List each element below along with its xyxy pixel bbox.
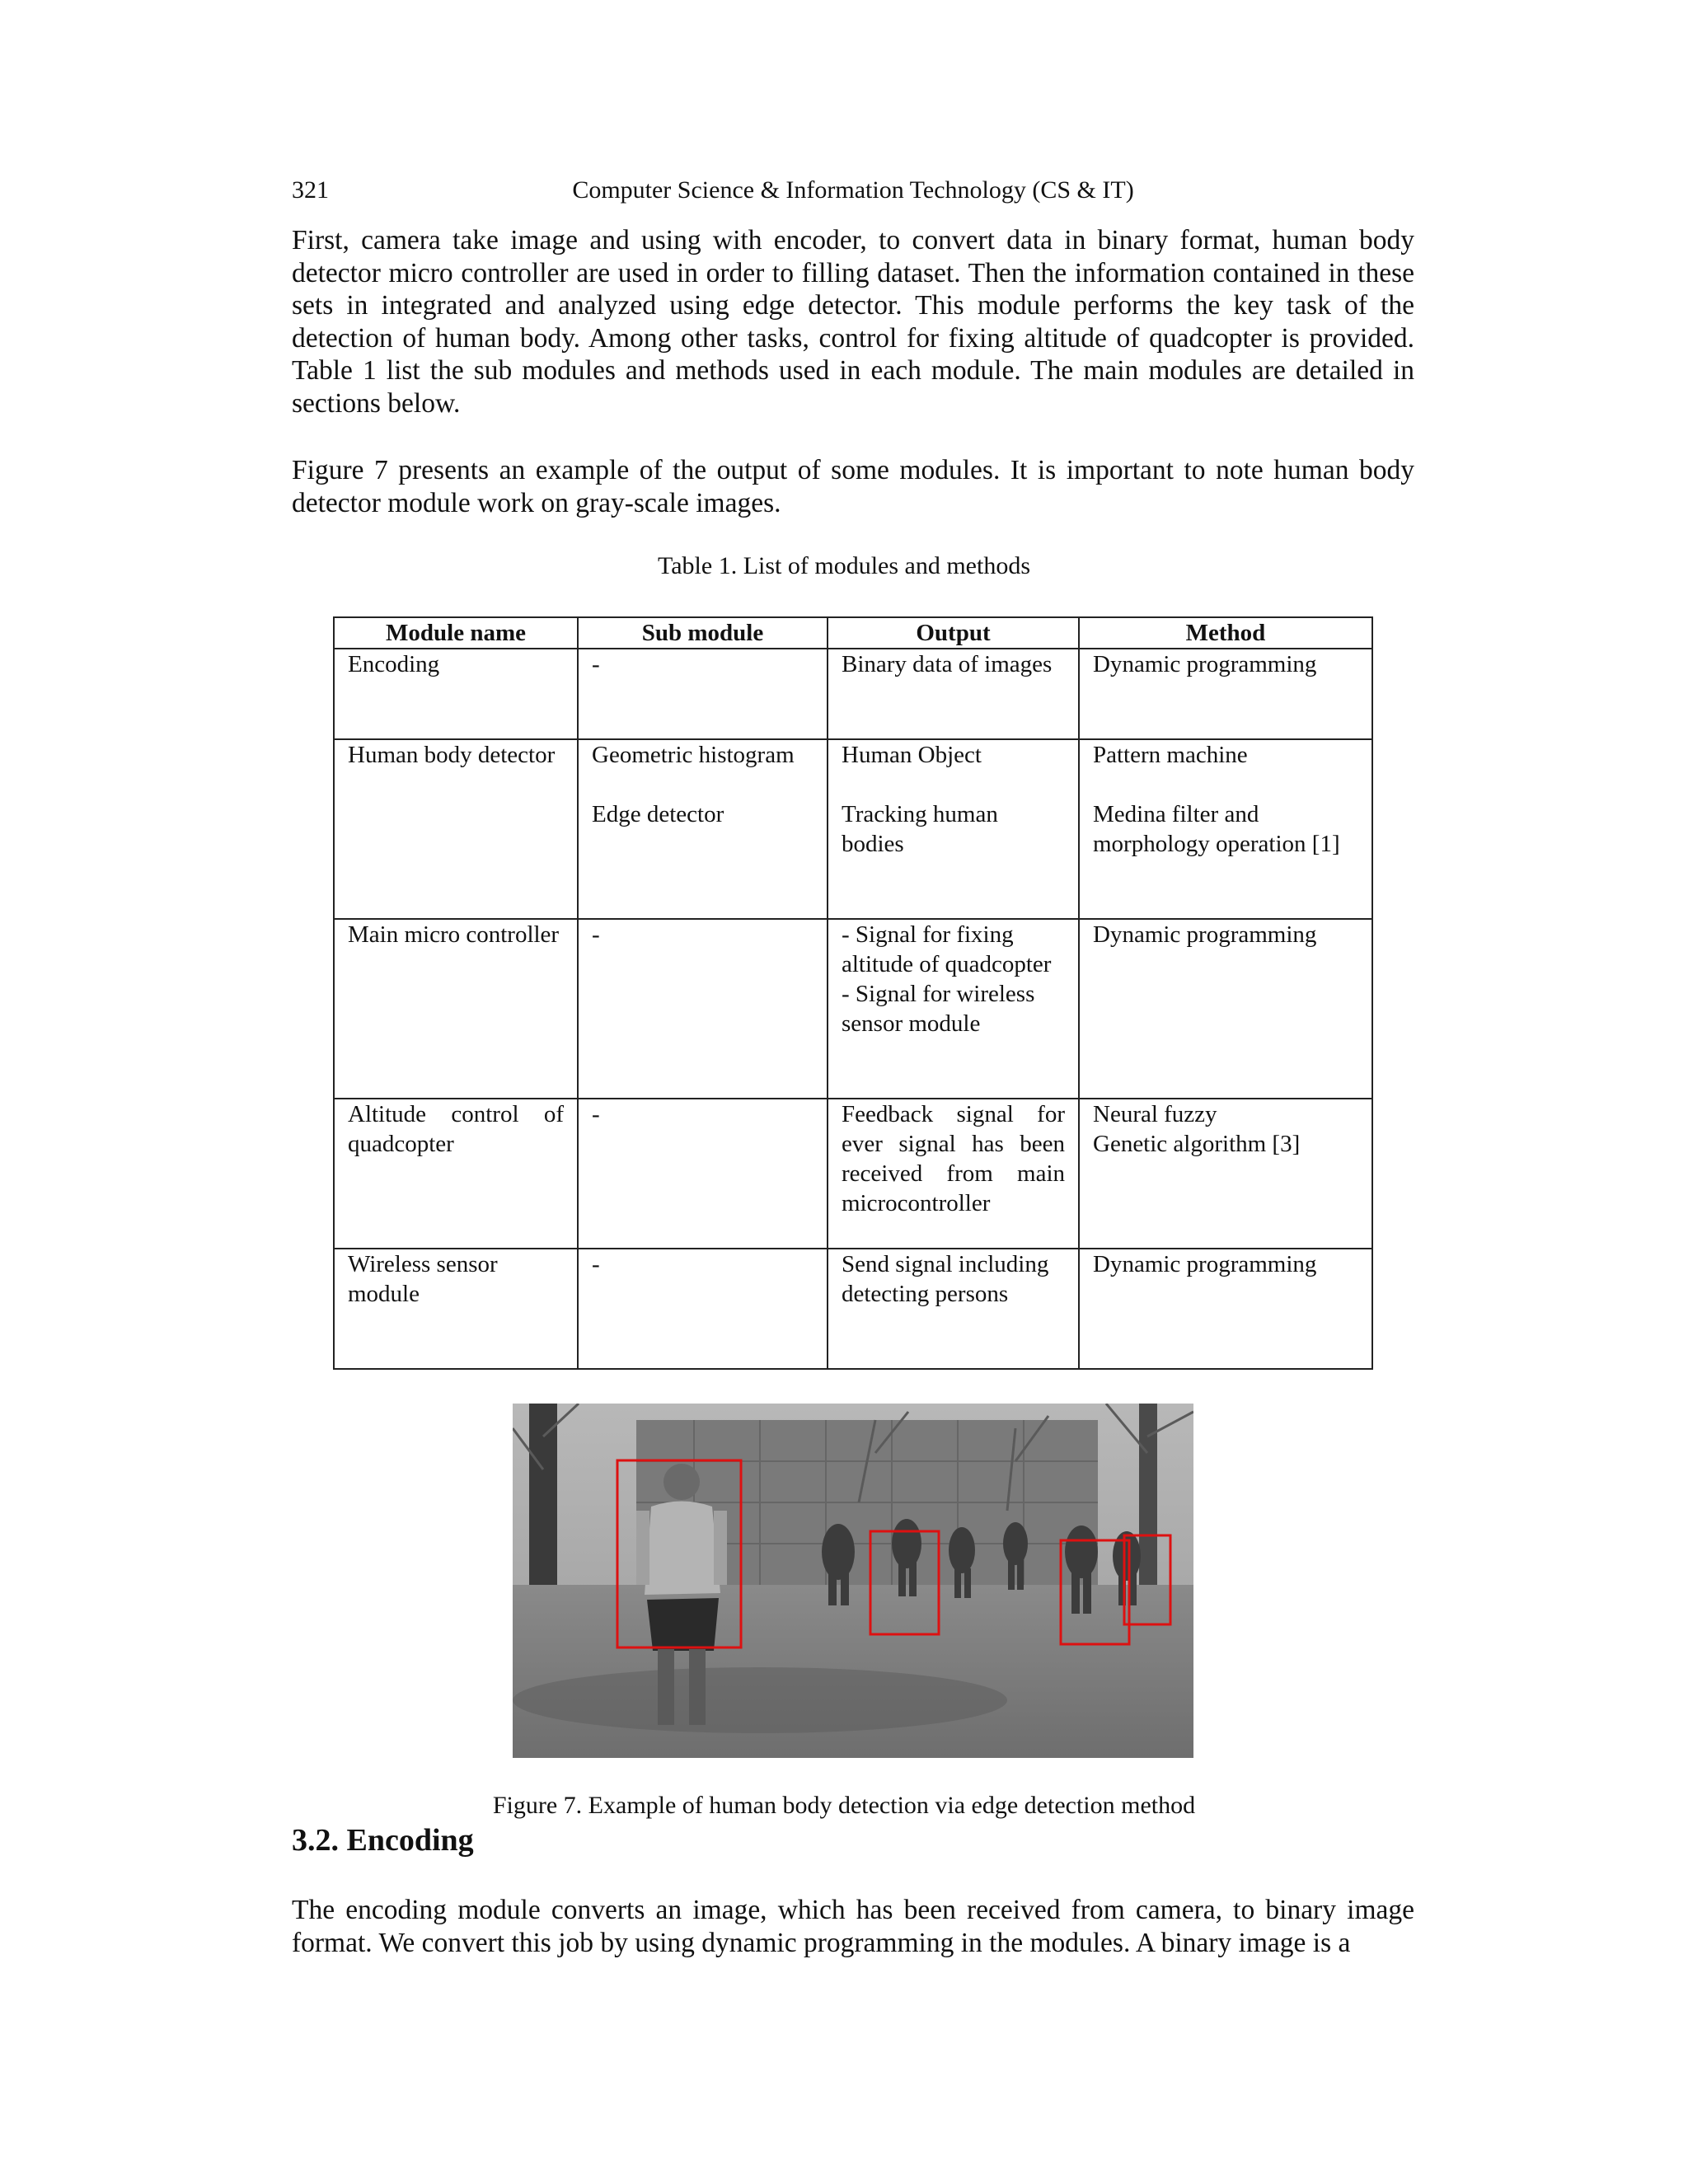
table-row — [334, 1249, 1372, 1369]
column-header: Module name — [334, 617, 578, 649]
cell-line: Human Object — [842, 742, 982, 768]
cell-line: Tracking human bodies — [842, 801, 998, 857]
detection-figure — [513, 1404, 1193, 1758]
table-cell: Dynamic programming — [1079, 1249, 1372, 1369]
table-cell — [1079, 1099, 1372, 1249]
table-cell: Dynamic programming — [1079, 649, 1372, 739]
cell-line: - Signal for fixing altitude of quadcopter — [842, 921, 1052, 977]
encoding-paragraph: The encoding module converts an image, which has been received from camera, to binary image format. We convert this job by using dynamic programming in the modules. A binary image is a — [292, 1895, 1414, 1958]
column-header: Sub module — [578, 617, 828, 649]
table-cell: - — [578, 649, 828, 739]
cell-line: Medina filter and morphology operation [1] — [1093, 801, 1340, 857]
table-cell: Send signal including detecting persons — [828, 1249, 1079, 1369]
table-cell: Encoding — [334, 649, 578, 739]
journal-title: Computer Science & Information Technology (CS & IT) — [572, 176, 1134, 204]
cell-line: Edge detector — [592, 801, 724, 827]
table-cell: Feedback signal for ever signal has been received from main microcontroller — [828, 1099, 1079, 1249]
column-header: Output — [828, 617, 1079, 649]
table-header-row — [334, 617, 1372, 649]
running-header — [292, 171, 1414, 209]
table-row — [334, 739, 1372, 919]
table-cell: Human body detector — [334, 739, 578, 919]
table-cell — [1079, 739, 1372, 919]
table-cell: Binary data of images — [828, 649, 1079, 739]
table-row — [334, 1099, 1372, 1249]
cell-line: Neural fuzzy — [1093, 1101, 1217, 1127]
modules-table — [333, 616, 1373, 1370]
cell-line: - Signal for wireless sensor module — [842, 981, 1035, 1037]
table-cell: - — [578, 1099, 828, 1249]
page-number: 321 — [292, 176, 329, 204]
table-cell: - — [578, 919, 828, 1099]
table-cell: - — [578, 1249, 828, 1369]
table-cell: Dynamic programming — [1079, 919, 1372, 1099]
table-cell — [828, 739, 1079, 919]
figure-reference-paragraph: Figure 7 presents an example of the output of some modules. It is important to note human body detector module work on gray-scale images. — [292, 455, 1414, 518]
table-cell: Wireless sensor module — [334, 1249, 578, 1369]
table-caption: Table 1. List of modules and methods — [658, 552, 1030, 579]
table-cell — [578, 739, 828, 919]
cell-line: Pattern machine — [1093, 742, 1248, 768]
table-cell — [828, 919, 1079, 1099]
intro-paragraph: First, camera take image and using with encoder, to convert data in binary format, human body detector micro controller are used in order to filling dataset. Then the information contained in these sets in integrated and analyzed using edge detector. This module performs the key task of the detection of human body. Among other tasks, control for fixing altitude of quadcopter is provided. Table 1 list the sub modules and methods used in each module. The main modules are detailed in sections below. — [292, 225, 1414, 419]
table-cell: Altitude control of quadcopter — [334, 1099, 578, 1249]
grayscale-scene-image — [513, 1404, 1193, 1758]
cell-line: Genetic algorithm [3] — [1093, 1131, 1301, 1157]
column-header: Method — [1079, 617, 1372, 649]
cell-line: Geometric histogram — [592, 742, 795, 768]
table-row — [334, 649, 1372, 739]
section-heading: 3.2. Encoding — [292, 1823, 474, 1858]
table-row — [334, 919, 1372, 1099]
figure-caption: Figure 7. Example of human body detection via edge detection method — [492, 1792, 1196, 1819]
table-cell: Main micro controller — [334, 919, 578, 1099]
